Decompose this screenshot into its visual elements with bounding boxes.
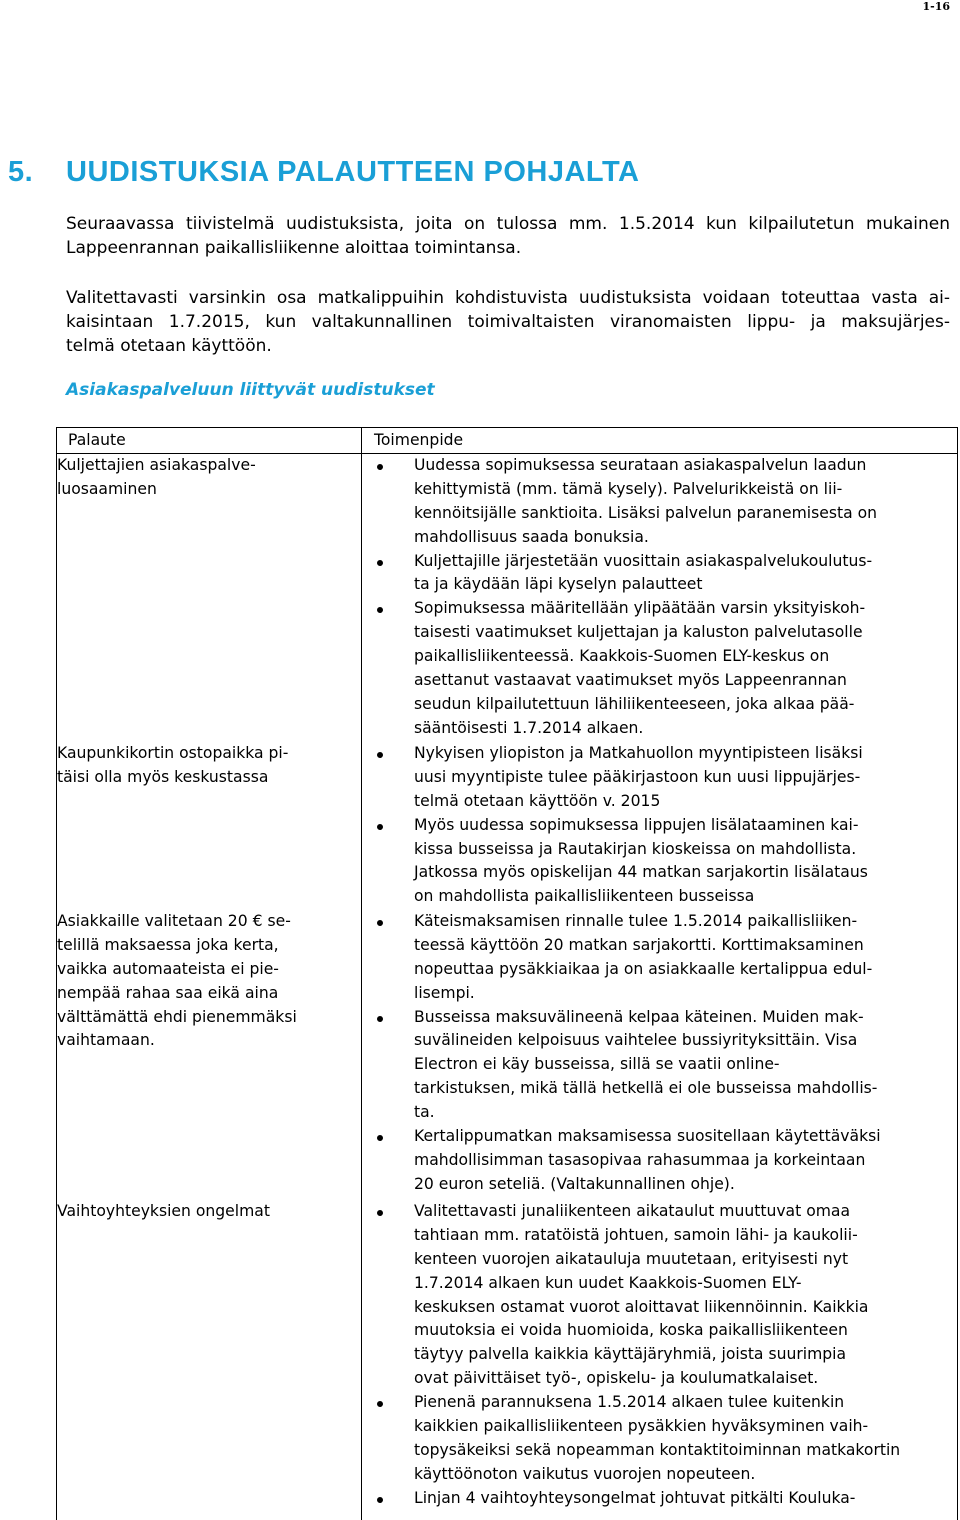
action-text-line: on mahdollista paikallisliikenteen busseissa — [414, 887, 755, 906]
action-text-line: nopeuttaa pysäkkiaikaa ja on asiakkaalle kertalippua edul- — [414, 959, 873, 978]
bullet-icon — [377, 1016, 383, 1022]
table-row — [57, 1200, 958, 1520]
action-list — [362, 454, 957, 741]
action-text-line: Pienenä parannuksena 1.5.2014 alkaen tulee kuitenkin — [414, 1393, 845, 1412]
action-text-line: asettanut vastaavat vaatimukset myös Lappeenrannan — [414, 671, 847, 690]
feedback-cell — [57, 742, 362, 910]
action-text-line: mahdollisuus saada bonuksia. — [414, 527, 649, 546]
bullet-icon — [377, 1401, 383, 1407]
table-header-row — [57, 428, 958, 454]
bullet-icon — [377, 607, 383, 613]
feedback-text-line: vaikka automaateista ei pie- — [57, 959, 279, 978]
text-line: Lappeenrannan paikallisliikenne aloittaa toimintansa. — [66, 238, 522, 258]
action-text-line: Electron ei käy busseissa, sillä se vaatii online- — [414, 1055, 780, 1074]
action-text-line: muutoksia ei voida huomioida, koska paikallisliikenteen — [414, 1321, 848, 1340]
bullet-icon — [377, 1210, 383, 1216]
action-text-line: ta. — [414, 1103, 435, 1122]
action-text-line: ovat päivittäiset työ-, opiskelu- ja koulumatkalaiset. — [414, 1369, 819, 1388]
intro-paragraph-2 — [66, 286, 950, 358]
column-header-feedback: Palaute — [57, 428, 362, 454]
action-text-line: Myös uudessa sopimuksessa lippujen lisälataaminen kai- — [414, 815, 859, 834]
feedback-text-line: vaihtamaan. — [57, 1031, 155, 1050]
action-text-line: ta ja käydään läpi kyselyn palautteet — [414, 575, 703, 594]
action-text-line: Linjan 4 vaihtoyhteysongelmat johtuvat pitkälti Kouluka- — [414, 1488, 856, 1507]
table-row — [57, 453, 958, 742]
action-text-line: teessä käyttöön 20 matkan sarjakortti. Korttimaksaminen — [414, 935, 864, 954]
section-title: UUDISTUKSIA PALAUTTEEN POHJALTA — [66, 156, 640, 188]
bullet-icon — [377, 1135, 383, 1141]
feedback-text-line: Asiakkaille valitetaan 20 € se- — [57, 911, 291, 930]
action-text-line: kenteen vuorojen aikatauluja muutetaan, erityisesti nyt — [414, 1249, 849, 1268]
feedback-table — [56, 427, 958, 1520]
section-heading — [8, 156, 639, 189]
section-number: 5. — [8, 156, 34, 188]
action-item — [362, 1200, 957, 1391]
action-item — [362, 454, 957, 550]
action-text-line: seudun kilpailutettuun lähiliikenteeseen, joka alkaa pää- — [414, 694, 855, 713]
action-item — [362, 1125, 957, 1197]
feedback-text-line: nempää rahaa saa eikä aina — [57, 983, 279, 1002]
actions-cell — [362, 910, 958, 1200]
action-text-line: kehittymistä (mm. tämä kysely). Palvelurikkeistä on lii- — [414, 479, 843, 498]
action-text-line: uusi myyntipiste tulee pääkirjastoon kun uusi lippujärjes- — [414, 767, 861, 786]
action-text-line: tarkistuksen, mikä tällä hetkellä ei ole busseissa mahdollis- — [414, 1079, 878, 1098]
subsection-heading: Asiakaspalveluun liittyvät uudistukset — [66, 380, 435, 400]
feedback-text-line: luosaaminen — [57, 479, 157, 498]
action-text-line: Uudessa sopimuksessa seurataan asiakaspalvelun laadun — [414, 455, 867, 474]
action-item — [362, 597, 957, 740]
action-text-line: 20 euron seteliä. (Valtakunnallinen ohje). — [414, 1174, 735, 1193]
action-text-line: käyttöönoton vaikutus vuorojen nopeuteen. — [414, 1464, 756, 1483]
table-row — [57, 910, 958, 1200]
action-text-line: suvälineiden kelpoisuus vaihtelee bussiyrityksittäin. Visa — [414, 1031, 858, 1050]
action-item — [362, 1391, 957, 1487]
action-text-line: paikallisliikenteessä. Kaakkois-Suomen ELY-keskus on — [414, 647, 830, 666]
feedback-text-line: täisi olla myös keskustassa — [57, 767, 269, 786]
action-list — [362, 910, 957, 1197]
action-item — [362, 910, 957, 1006]
text-line: Seuraavassa tiivistelmä uudistuksista, joita on tulossa mm. 1.5.2014 kun kilpailutetun mukainen — [66, 214, 950, 234]
action-list — [362, 742, 957, 909]
feedback-cell — [57, 453, 362, 742]
actions-cell — [362, 453, 958, 742]
feedback-text-line: välttämättä ehdi pienemmäksi — [57, 1007, 297, 1026]
feedback-cell — [57, 910, 362, 1200]
action-text-line: keskuksen ostamat vuorot aloittavat liikennöinnin. Kaikkia — [414, 1297, 869, 1316]
bullet-icon — [377, 1497, 383, 1503]
bullet-icon — [377, 752, 383, 758]
action-item — [362, 1006, 957, 1126]
action-text-line: Nykyisen yliopiston ja Matkahuollon myyntipisteen lisäksi — [414, 743, 863, 762]
bullet-icon — [377, 464, 383, 470]
action-text-line: Kuljettajille järjestetään vuosittain asiakaspalvelukoulutus- — [414, 551, 873, 570]
bullet-icon — [377, 560, 383, 566]
action-text-line: mahdollisimman tasasopivaa rahasummaa ja korkeintaan — [414, 1150, 866, 1169]
action-item — [362, 550, 957, 598]
bullet-icon — [377, 824, 383, 830]
action-text-line: topysäkeiksi sekä nopeamman kontaktitoiminnan matkakortin — [414, 1440, 901, 1459]
action-text-line: sääntöisesti 1.7.2014 alkaen. — [414, 718, 644, 737]
action-item — [362, 1487, 957, 1511]
action-item — [362, 814, 957, 910]
feedback-text-line: Kuljettajien asiakaspalve- — [57, 455, 256, 474]
action-text-line: telmä otetaan käyttöön v. 2015 — [414, 791, 661, 810]
actions-cell — [362, 1200, 958, 1520]
action-text-line: Busseissa maksuvälineenä kelpaa käteinen. Muiden mak- — [414, 1007, 864, 1026]
table-row — [57, 742, 958, 910]
action-text-line: Käteismaksamisen rinnalle tulee 1.5.2014 paikallisliiken- — [414, 911, 858, 930]
action-text-line: tahtiaan mm. ratatöistä johtuen, samoin lähi- ja kaukolii- — [414, 1225, 858, 1244]
action-text-line: Kertalippumatkan maksamisessa suositellaan käytettäväksi — [414, 1127, 881, 1146]
action-item — [362, 742, 957, 814]
bullet-icon — [377, 920, 383, 926]
action-text-line: Sopimuksessa määritellään ylipäätään varsin yksityiskoh- — [414, 599, 866, 618]
text-line: kaisintaan 1.7.2015, kun valtakunnallinen toimivaltaisten viranomaisten lippu- ja maksujärjes- — [66, 312, 950, 332]
feedback-cell — [57, 1200, 362, 1520]
feedback-text-line: Kaupunkikortin ostopaikka pi- — [57, 743, 289, 762]
action-text-line: kennöitsijälle sanktioita. Lisäksi palvelun paranemisesta on — [414, 503, 878, 522]
action-text-line: kissa busseissa ja Rautakirjan kioskeissa on mahdollista. — [414, 839, 857, 858]
action-text-line: kaikkien paikallisliikenteen pysäkkien hyväksyminen vaih- — [414, 1417, 869, 1436]
column-header-action: Toimenpide — [362, 428, 958, 454]
action-list — [362, 1200, 957, 1511]
action-text-line: lisempi. — [414, 983, 475, 1002]
action-text-line: Valitettavasti junaliikenteen aikataulut muuttuvat omaa — [414, 1201, 851, 1220]
action-text-line: täytyy palvella kaikkia käyttäjäryhmiä, joista suurimpia — [414, 1345, 847, 1364]
feedback-text-line: Vaihtoyhteyksien ongelmat — [57, 1201, 270, 1220]
action-text-line: Jatkossa myös opiskelijan 44 matkan sarjakortin lisälataus — [414, 863, 868, 882]
text-line: telmä otetaan käyttöön. — [66, 336, 272, 356]
feedback-text-line: telillä maksaessa joka kerta, — [57, 935, 279, 954]
intro-paragraph-1 — [66, 212, 950, 260]
action-text-line: 1.7.2014 alkaen kun uudet Kaakkois-Suomen ELY- — [414, 1273, 802, 1292]
action-text-line: taisesti vaatimukset kuljettajan ja kaluston palvelutasolle — [414, 623, 863, 642]
actions-cell — [362, 742, 958, 910]
text-line: Valitettavasti varsinkin osa matkalippuihin kohdistuvista uudistuksista voidaan toteuttaa vasta ai- — [66, 288, 950, 308]
page-number: 1-16 — [922, 0, 950, 13]
